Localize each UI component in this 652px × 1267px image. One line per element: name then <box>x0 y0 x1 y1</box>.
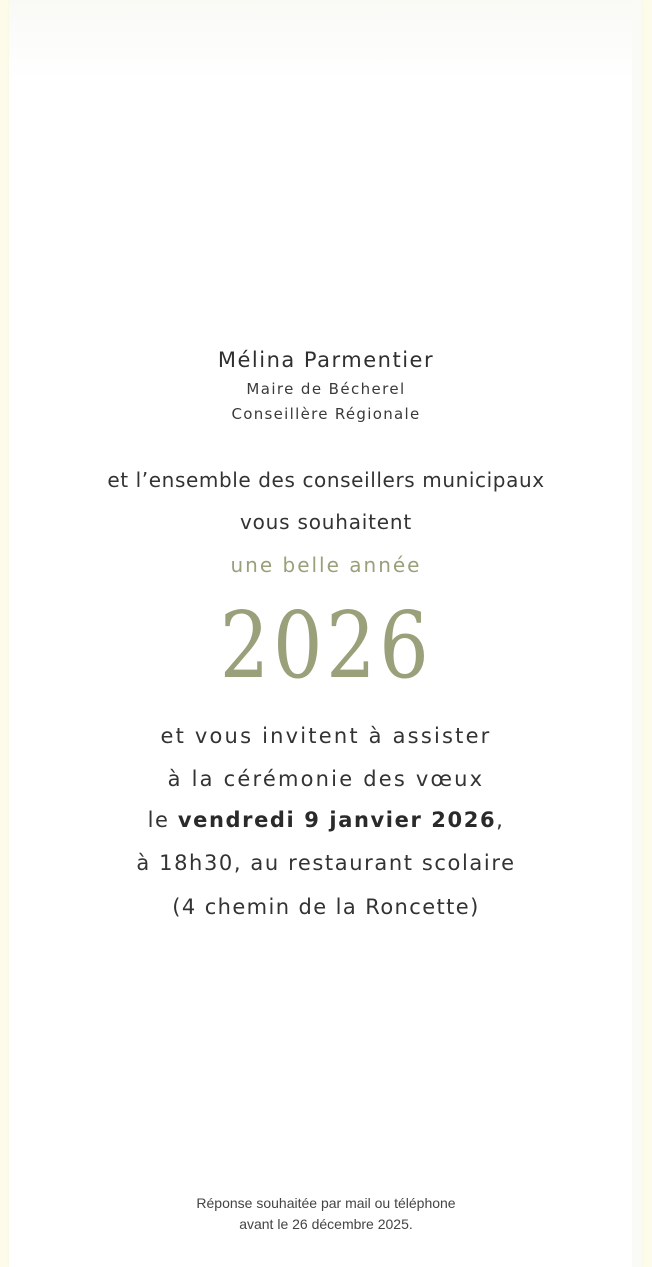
greeting-line-1: et l’ensemble des conseillers municipaux <box>107 468 545 492</box>
event-date: vendredi 9 janvier 2026 <box>177 808 497 832</box>
sender-name: Mélina Parmentier <box>217 348 435 372</box>
rsvp-line-1: Réponse souhaitée par mail ou téléphone <box>196 1195 456 1211</box>
date-prefix: le <box>147 808 170 832</box>
top-fade <box>9 0 642 80</box>
year-heading: 2026 <box>219 592 433 699</box>
invitation-date-line <box>0 808 652 832</box>
invitation-line-2: à la cérémonie des vœux <box>167 767 485 791</box>
rsvp-line-2: avant le 26 décembre 2025. <box>239 1216 413 1232</box>
greeting-accent: une belle année <box>230 553 422 577</box>
date-suffix: , <box>496 808 505 832</box>
invitation-time-place: à 18h30, au restaurant scolaire <box>136 851 516 875</box>
invitation-address: (4 chemin de la Roncette) <box>172 895 480 919</box>
greeting-line-2: vous souhaitent <box>239 510 412 534</box>
sender-title-2: Conseillère Régionale <box>231 405 421 423</box>
invitation-line-1: et vous invitent à assister <box>160 724 492 748</box>
sender-title: Maire de Bécherel <box>246 380 406 398</box>
card-edge <box>632 0 642 1267</box>
